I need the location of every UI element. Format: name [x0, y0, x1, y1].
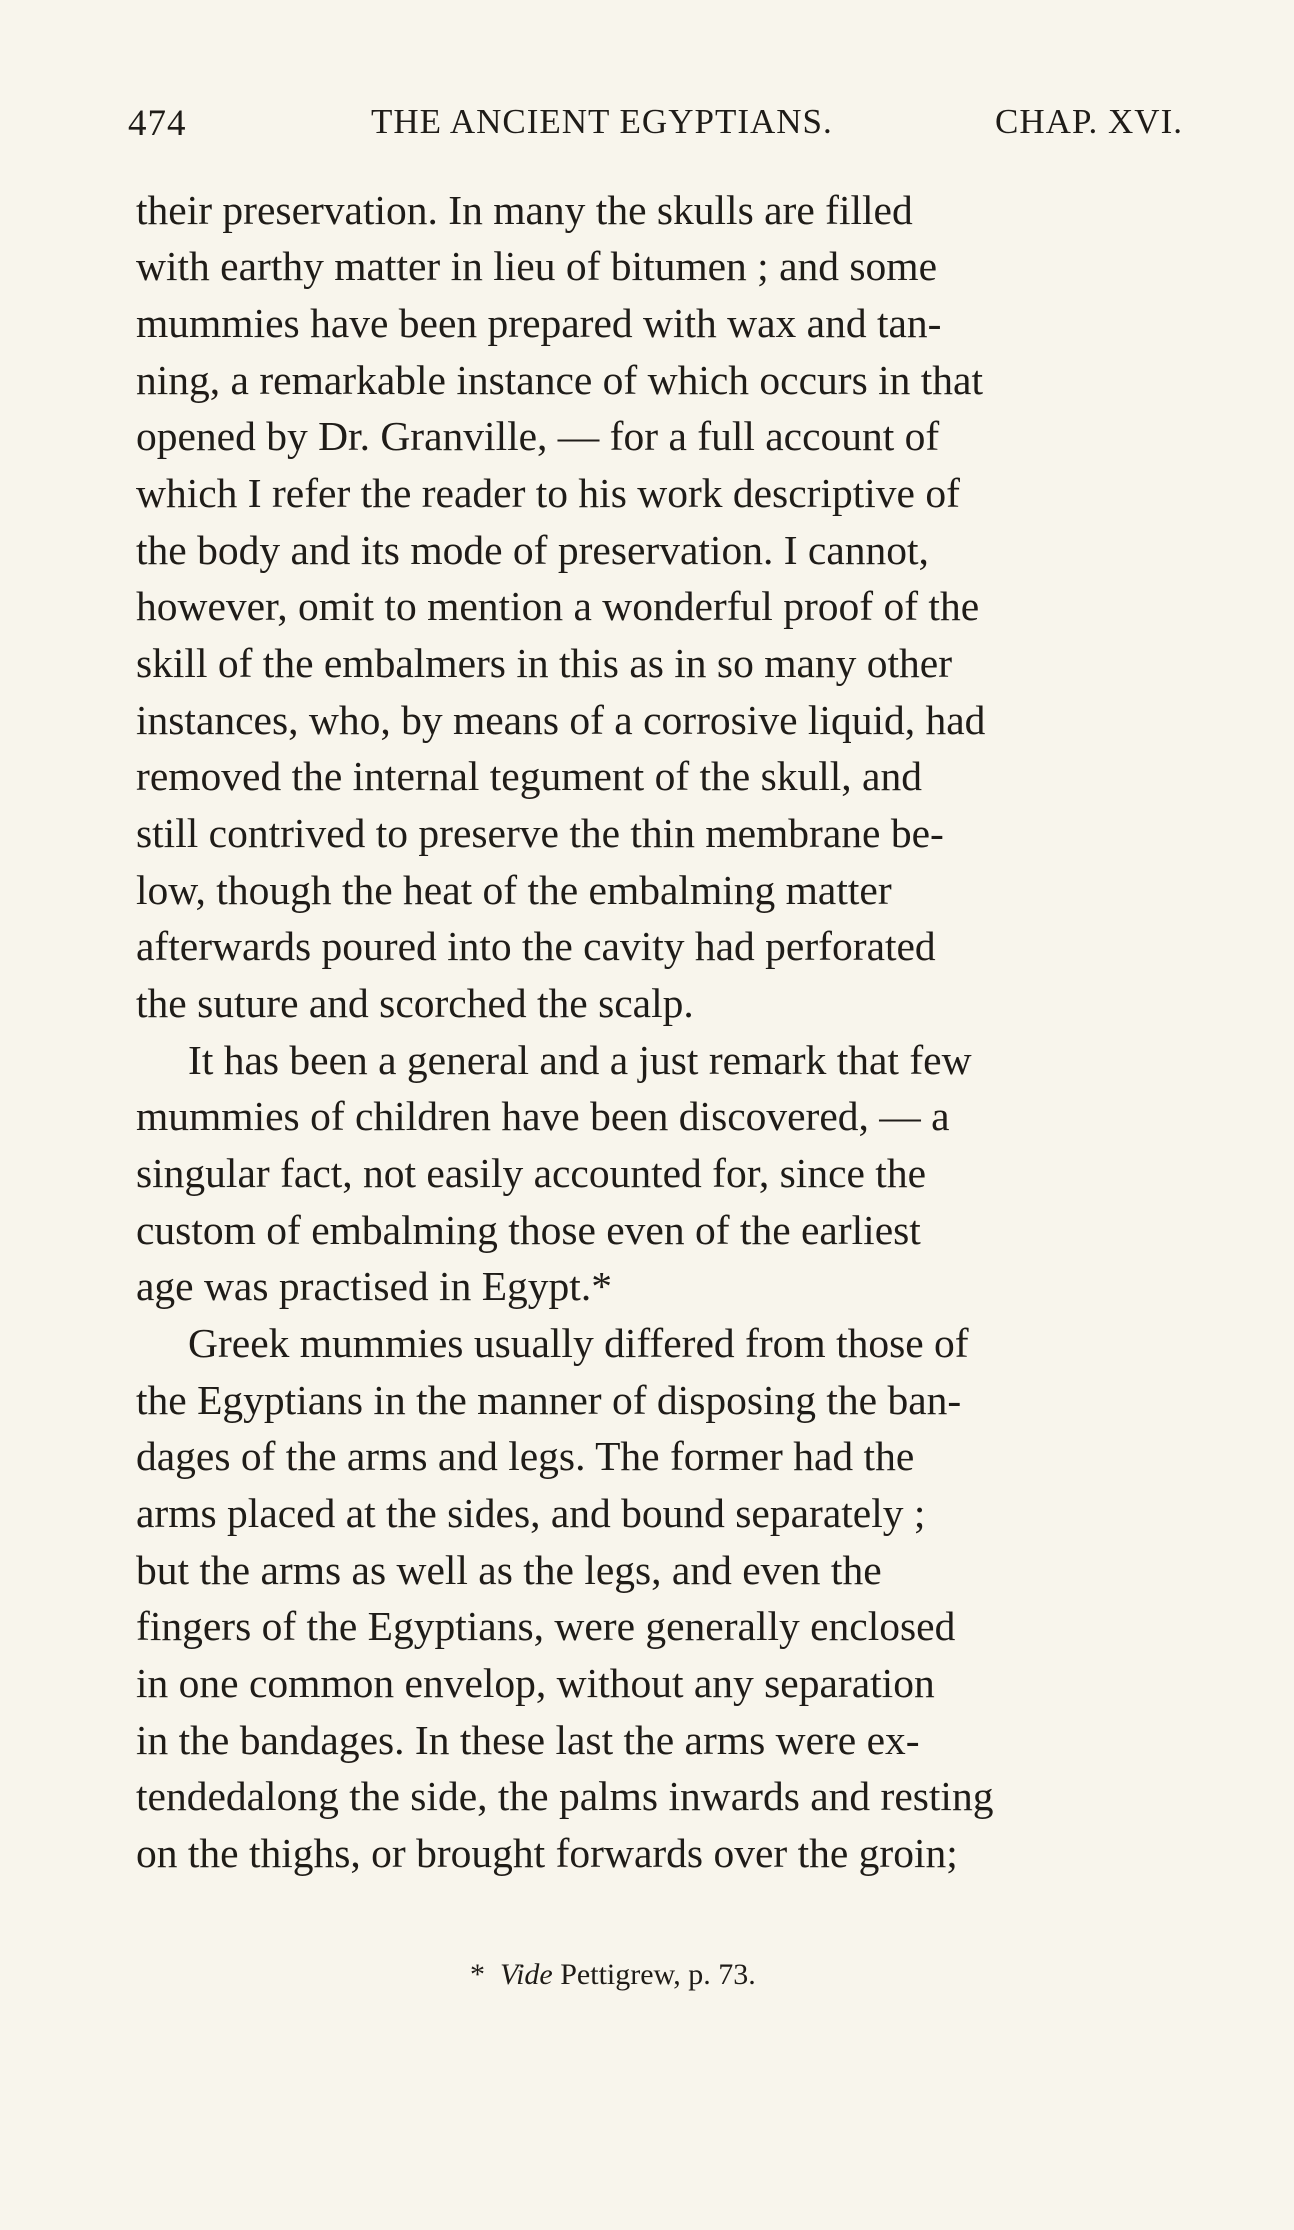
text-line: removed the internal tegument of the skull, and	[136, 753, 922, 799]
text-line: age was practised in Egypt.*	[136, 1263, 612, 1309]
page-number: 474	[128, 103, 187, 144]
text-line: the suture and scorched the scalp.	[136, 980, 694, 1026]
text-line: custom of embalming those even of the earliest	[136, 1207, 921, 1253]
chapter-label: CHAP. XVI.	[995, 102, 1183, 141]
text-line: in one common envelop, without any separation	[136, 1660, 935, 1706]
text-line: with earthy matter in lieu of bitumen ; and some	[136, 243, 937, 289]
paragraph-start-line: It has been a general and a just remark that few	[188, 1037, 972, 1083]
text-line: fingers of the Egyptians, were generally enclosed	[136, 1603, 956, 1649]
footnote-text: Pettigrew, p. 73.	[560, 1958, 756, 1991]
text-line: skill of the embalmers in this as in so many other	[136, 640, 953, 686]
running-header	[128, 102, 1183, 148]
text-line: in the bandages. In these last the arms were ex-	[136, 1717, 920, 1763]
footnote-vide: Vide	[500, 1958, 553, 1991]
text-line: afterwards poured into the cavity had perforated	[136, 923, 936, 969]
text-line: tendedalong the side, the palms inwards and resting	[136, 1773, 994, 1819]
text-line: low, though the heat of the embalming matter	[136, 867, 892, 913]
text-line: mummies of children have been discovered, — a	[136, 1093, 950, 1139]
text-line: the body and its mode of preservation. I cannot,	[136, 527, 929, 573]
paragraph-start-line: Greek mummies usually differed from those of	[188, 1320, 969, 1366]
text-line: on the thighs, or brought forwards over the groin;	[136, 1830, 958, 1876]
running-title: THE ANCIENT EGYPTIANS.	[371, 102, 833, 141]
text-line: opened by Dr. Granville, — for a full account of	[136, 413, 940, 459]
text-line: dages of the arms and legs. The former had the	[136, 1433, 915, 1479]
text-line: which I refer the reader to his work descriptive of	[136, 470, 960, 516]
text-line: mummies have been prepared with wax and tan-	[136, 300, 942, 346]
text-line: arms placed at the sides, and bound separately ;	[136, 1490, 926, 1536]
text-line: however, omit to mention a wonderful proof of the	[136, 583, 980, 629]
text-line: the Egyptians in the manner of disposing the ban-	[136, 1377, 962, 1423]
text-line: their preservation. In many the skulls are filled	[136, 187, 913, 233]
footnote	[470, 1958, 756, 1992]
text-line: instances, who, by means of a corrosive liquid, had	[136, 697, 986, 743]
text-line: singular fact, not easily accounted for, since the	[136, 1150, 926, 1196]
footnote-marker: *	[470, 1958, 485, 1991]
text-line: ning, a remarkable instance of which occurs in that	[136, 357, 983, 403]
text-line: but the arms as well as the legs, and even the	[136, 1547, 882, 1593]
text-line: still contrived to preserve the thin membrane be-	[136, 810, 944, 856]
